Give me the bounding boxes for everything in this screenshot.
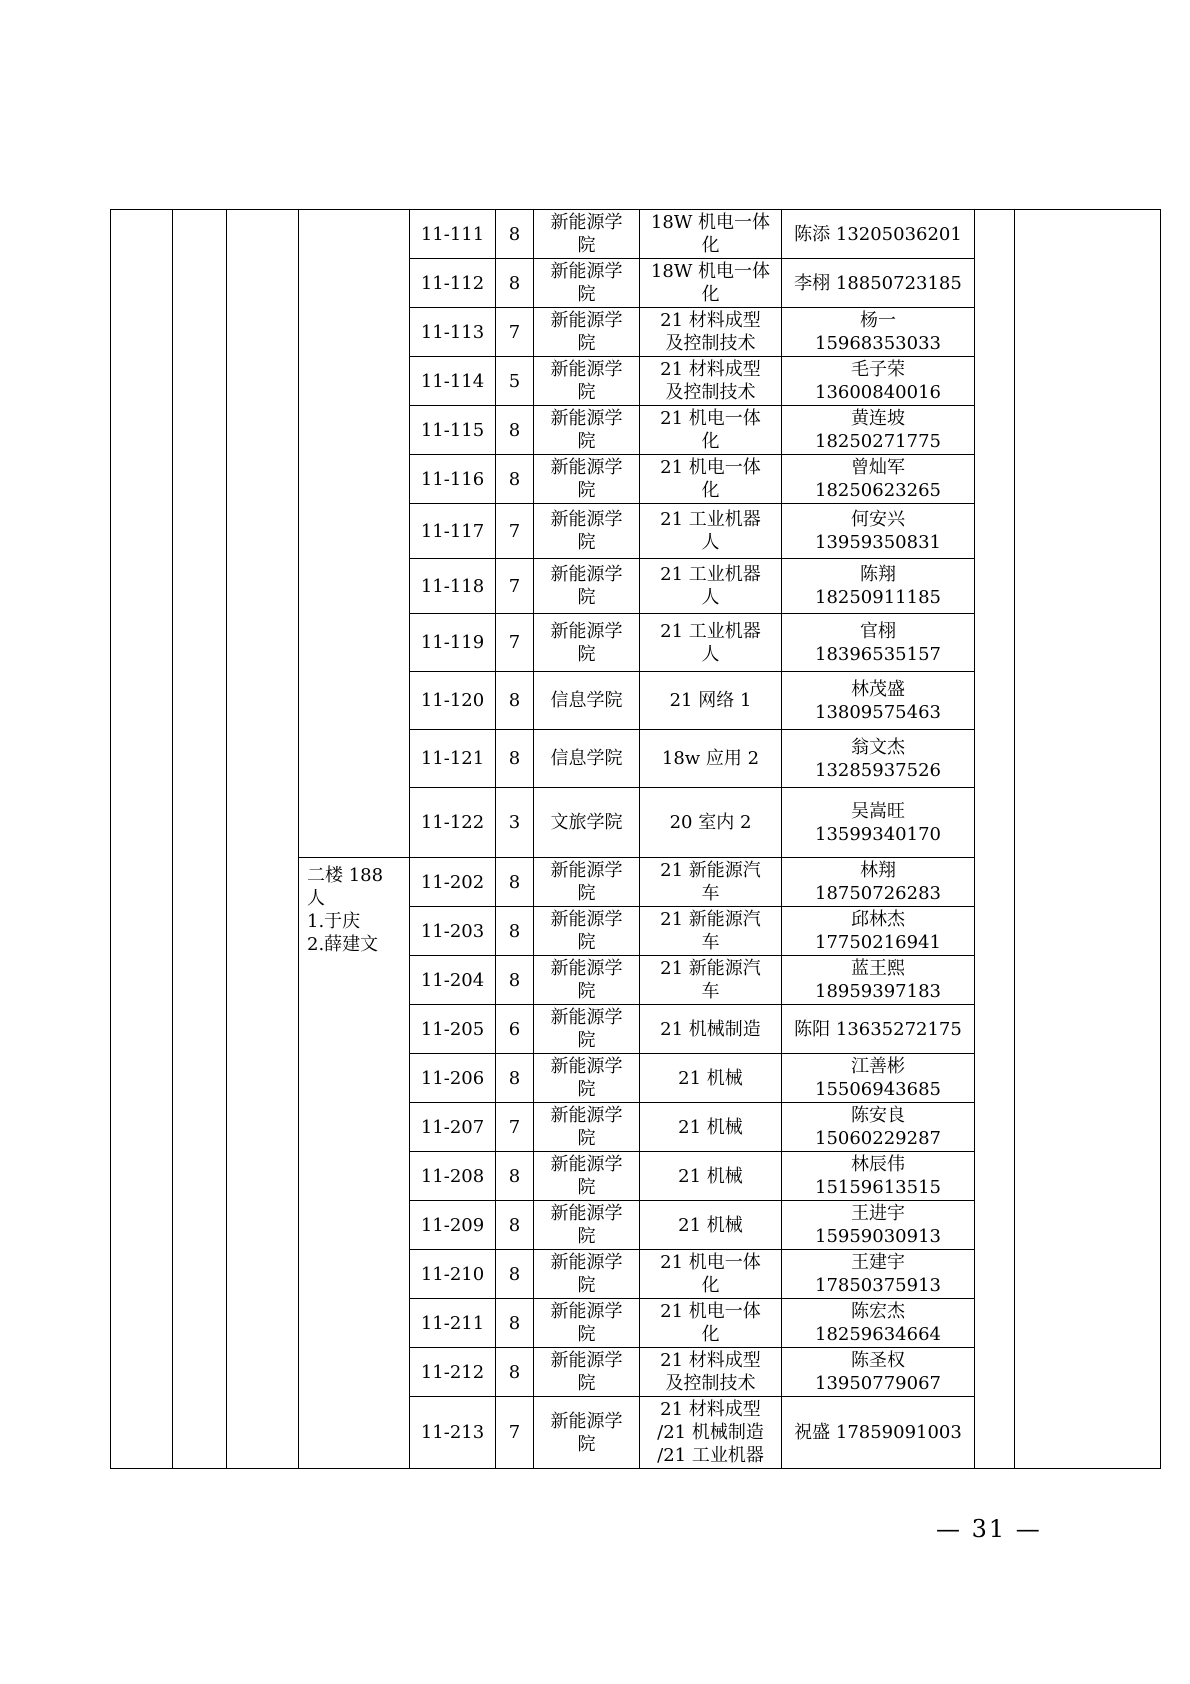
cell-room: 11-208 — [410, 1152, 496, 1201]
cell-college: 新能源学 院 — [534, 1397, 640, 1469]
cell-college: 新能源学 院 — [534, 357, 640, 406]
cell-class: 21 机械制造 — [640, 1005, 782, 1054]
cell-college: 新能源学 院 — [534, 1348, 640, 1397]
cell-class: 21 材料成型 /21 机械制造 /21 工业机器 — [640, 1397, 782, 1469]
cell-room: 11-210 — [410, 1250, 496, 1299]
cell-count: 8 — [496, 455, 534, 504]
cell-class: 21 工业机器 人 — [640, 504, 782, 559]
cell-count: 8 — [496, 1250, 534, 1299]
cell-class: 21 工业机器 人 — [640, 614, 782, 672]
cell-room: 11-202 — [410, 858, 496, 907]
cell-count: 8 — [496, 1299, 534, 1348]
cell-contact: 王进宇 15959030913 — [782, 1201, 975, 1250]
cell-college: 新能源学 院 — [534, 1103, 640, 1152]
cell-room: 11-115 — [410, 406, 496, 455]
cell-contact: 吴嵩旺 13599340170 — [782, 788, 975, 858]
cell-college: 新能源学 院 — [534, 406, 640, 455]
cell-count: 8 — [496, 730, 534, 788]
cell-college: 新能源学 院 — [534, 1005, 640, 1054]
cell-college: 信息学院 — [534, 730, 640, 788]
cell-contact: 林辰伟 15159613515 — [782, 1152, 975, 1201]
cell-contact: 祝盛 17859091003 — [782, 1397, 975, 1469]
cell-count: 7 — [496, 614, 534, 672]
right-col-2 — [1015, 210, 1161, 1469]
cell-contact: 王建宇 17850375913 — [782, 1250, 975, 1299]
cell-count: 8 — [496, 406, 534, 455]
cell-count: 7 — [496, 1103, 534, 1152]
cell-contact: 李栩 18850723185 — [782, 259, 975, 308]
cell-college: 新能源学 院 — [534, 1299, 640, 1348]
cell-room: 11-122 — [410, 788, 496, 858]
cell-room: 11-113 — [410, 308, 496, 357]
cell-room: 11-205 — [410, 1005, 496, 1054]
cell-college: 新能源学 院 — [534, 559, 640, 614]
table-body — [111, 210, 1161, 1469]
cell-class: 21 机电一体 化 — [640, 406, 782, 455]
cell-class: 21 工业机器 人 — [640, 559, 782, 614]
cell-college: 信息学院 — [534, 672, 640, 730]
cell-class: 21 材料成型 及控制技术 — [640, 308, 782, 357]
cell-class: 21 机电一体 化 — [640, 1250, 782, 1299]
cell-class: 21 机械 — [640, 1201, 782, 1250]
cell-contact: 蓝王熙 18959397183 — [782, 956, 975, 1005]
cell-college: 文旅学院 — [534, 788, 640, 858]
cell-count: 8 — [496, 210, 534, 259]
cell-contact: 林茂盛 13809575463 — [782, 672, 975, 730]
cell-college: 新能源学 院 — [534, 956, 640, 1005]
cell-college: 新能源学 院 — [534, 259, 640, 308]
cell-room: 11-209 — [410, 1201, 496, 1250]
cell-room: 11-111 — [410, 210, 496, 259]
cell-college: 新能源学 院 — [534, 1250, 640, 1299]
cell-college: 新能源学 院 — [534, 455, 640, 504]
cell-college: 新能源学 院 — [534, 210, 640, 259]
dormitory-table — [110, 209, 1161, 1469]
cell-class: 18W 机电一体 化 — [640, 210, 782, 259]
cell-contact: 陈添 13205036201 — [782, 210, 975, 259]
cell-college: 新能源学 院 — [534, 1201, 640, 1250]
cell-college: 新能源学 院 — [534, 907, 640, 956]
cell-contact: 陈圣权 13950779067 — [782, 1348, 975, 1397]
cell-count: 7 — [496, 504, 534, 559]
cell-contact: 陈翔 18250911185 — [782, 559, 975, 614]
cell-class: 21 新能源汽 车 — [640, 956, 782, 1005]
cell-room: 11-112 — [410, 259, 496, 308]
cell-room: 11-206 — [410, 1054, 496, 1103]
cell-contact: 杨一 15968353033 — [782, 308, 975, 357]
cell-contact: 黄连坡 18250271775 — [782, 406, 975, 455]
table-row — [111, 210, 1161, 259]
cell-contact: 何安兴 13959350831 — [782, 504, 975, 559]
cell-room: 11-204 — [410, 956, 496, 1005]
cell-count: 8 — [496, 1348, 534, 1397]
left-col-3 — [227, 210, 299, 1469]
cell-count: 3 — [496, 788, 534, 858]
floor-cell-blank — [299, 210, 410, 858]
cell-class: 21 机电一体 化 — [640, 1299, 782, 1348]
cell-count: 8 — [496, 672, 534, 730]
cell-college: 新能源学 院 — [534, 1152, 640, 1201]
left-col-1 — [111, 210, 173, 1469]
cell-contact: 陈宏杰 18259634664 — [782, 1299, 975, 1348]
cell-room: 11-213 — [410, 1397, 496, 1469]
cell-college: 新能源学 院 — [534, 504, 640, 559]
cell-count: 6 — [496, 1005, 534, 1054]
cell-contact: 官栩 18396535157 — [782, 614, 975, 672]
cell-count: 7 — [496, 559, 534, 614]
cell-room: 11-114 — [410, 357, 496, 406]
cell-room: 11-117 — [410, 504, 496, 559]
cell-count: 8 — [496, 259, 534, 308]
cell-count: 8 — [496, 1152, 534, 1201]
cell-contact: 曾灿军 18250623265 — [782, 455, 975, 504]
cell-room: 11-203 — [410, 907, 496, 956]
cell-count: 8 — [496, 1201, 534, 1250]
cell-count: 8 — [496, 1054, 534, 1103]
cell-class: 21 机械 — [640, 1103, 782, 1152]
cell-count: 8 — [496, 858, 534, 907]
cell-room: 11-211 — [410, 1299, 496, 1348]
cell-room: 11-118 — [410, 559, 496, 614]
cell-class: 21 材料成型 及控制技术 — [640, 357, 782, 406]
cell-class: 21 网络 1 — [640, 672, 782, 730]
floor-label: 二楼 188 人 1.于庆 2.薛建文 — [299, 858, 410, 1469]
cell-contact: 邱林杰 17750216941 — [782, 907, 975, 956]
cell-college: 新能源学 院 — [534, 308, 640, 357]
cell-room: 11-212 — [410, 1348, 496, 1397]
cell-count: 7 — [496, 1397, 534, 1469]
cell-class: 18W 机电一体 化 — [640, 259, 782, 308]
cell-room: 11-120 — [410, 672, 496, 730]
cell-room: 11-119 — [410, 614, 496, 672]
cell-class: 21 机械 — [640, 1152, 782, 1201]
cell-contact: 翁文杰 13285937526 — [782, 730, 975, 788]
cell-contact: 陈阳 13635272175 — [782, 1005, 975, 1054]
right-col-1 — [975, 210, 1015, 1469]
cell-class: 21 机械 — [640, 1054, 782, 1103]
cell-count: 5 — [496, 357, 534, 406]
cell-class: 18w 应用 2 — [640, 730, 782, 788]
cell-room: 11-121 — [410, 730, 496, 788]
page-number: — 31 — — [936, 1515, 1042, 1543]
cell-count: 8 — [496, 907, 534, 956]
cell-college: 新能源学 院 — [534, 858, 640, 907]
cell-class: 20 室内 2 — [640, 788, 782, 858]
cell-class: 21 新能源汽 车 — [640, 907, 782, 956]
cell-class: 21 新能源汽 车 — [640, 858, 782, 907]
cell-contact: 毛子荣 13600840016 — [782, 357, 975, 406]
cell-contact: 林翔 18750726283 — [782, 858, 975, 907]
cell-college: 新能源学 院 — [534, 614, 640, 672]
cell-contact: 陈安良 15060229287 — [782, 1103, 975, 1152]
cell-class: 21 机电一体 化 — [640, 455, 782, 504]
cell-count: 7 — [496, 308, 534, 357]
cell-room: 11-116 — [410, 455, 496, 504]
cell-room: 11-207 — [410, 1103, 496, 1152]
cell-contact: 江善彬 15506943685 — [782, 1054, 975, 1103]
left-col-2 — [173, 210, 227, 1469]
cell-count: 8 — [496, 956, 534, 1005]
cell-college: 新能源学 院 — [534, 1054, 640, 1103]
cell-class: 21 材料成型 及控制技术 — [640, 1348, 782, 1397]
